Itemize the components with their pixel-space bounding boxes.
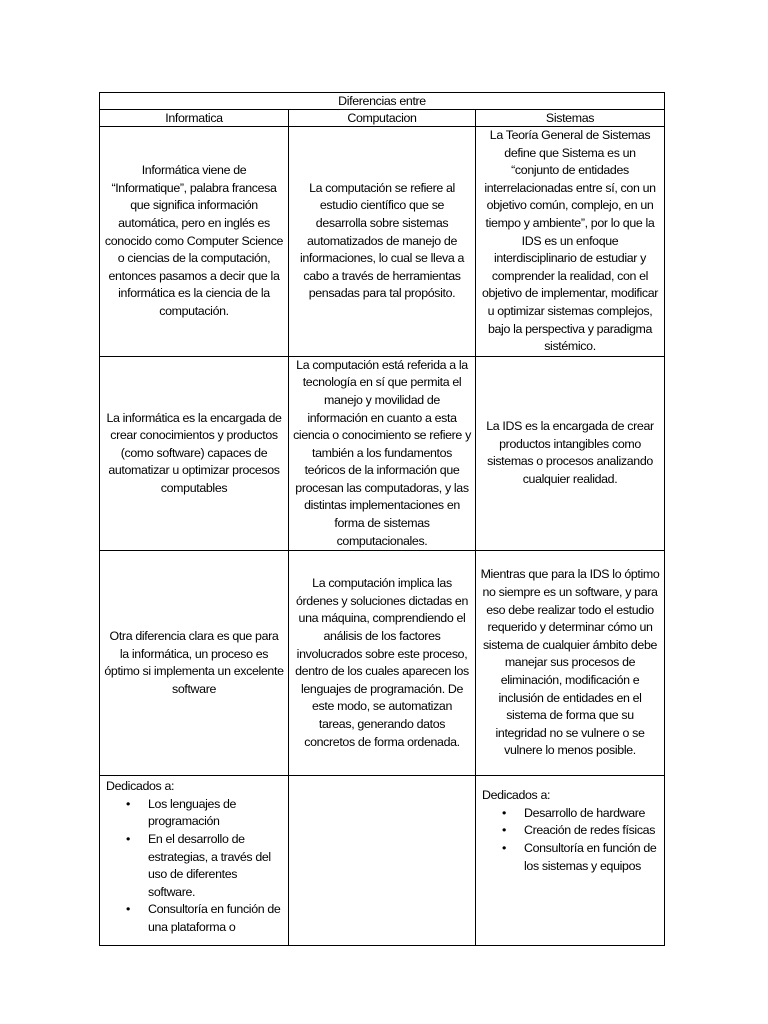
cell-sistemas: La IDS es la encargada de crear productos intangibles como sistemas o procesos analizando cualquier realidad. [476, 356, 665, 551]
list-item: • Los lenguajes de programación [148, 796, 284, 831]
dedicated-computacion [289, 776, 476, 946]
table-title-row [100, 93, 665, 110]
list-item: • Creación de redes físicas [524, 822, 660, 840]
list-item: • Consultoría en función de los sistemas y equipos [524, 840, 660, 875]
dedicated-row [100, 776, 665, 946]
table-title: Diferencias entre [100, 93, 665, 110]
dedicated-label: Dedicados a: [106, 779, 175, 794]
cell-informatica: Informática viene de “Informatique”, palabra francesa que significa información automática, pero en inglés es conocido como Computer Science o ciencias de la computación, entonces pasamos a decir que la informática es la ciencia de la computación. [100, 127, 289, 357]
cell-computacion: La computación está referida a la tecnología en sí que permita el manejo y movilidad de información en cuanto a esta ciencia o conocimiento se refiere y también a los fundamentos teóricos de la información que procesan las computadoras, y las distintas implementaciones en forma de sistemas computacionales. [289, 356, 476, 551]
header-computacion: Computacion [289, 110, 476, 127]
dedicated-label: Dedicados a: [482, 788, 551, 803]
cell-informatica: La informática es la encargada de crear conocimientos y productos (como software) capaces de automatizar u optimizar procesos computables [100, 356, 289, 551]
table-row [100, 551, 665, 776]
cell-computacion: La computación se refiere al estudio científico que se desarrolla sobre sistemas automatizados de manejo de informaciones, lo cual se lleva a cabo a través de herramientas pensadas para tal propósito. [289, 127, 476, 357]
list-item: • Consultoría en función de una plataforma o [148, 901, 284, 936]
dedicated-informatica [100, 776, 289, 946]
cell-sistemas: Mientras que para la IDS lo óptimo no siempre es un software, y para eso debe realizar todo el estudio requerido y determinar cómo un sistema de cualquier ámbito debe manejar sus procesos de eliminación, modificación e inclusión de entidades en el sistema de forma que su integridad no se vulnere o se vulnere lo menos posible. [476, 551, 665, 776]
cell-computacion: La computación implica las órdenes y soluciones dictadas en una máquina, comprendiendo el análisis de los factores involucrados sobre este proceso, dentro de los cuales aparecen los lenguajes de programación. De este modo, se automatizan tareas, generando datos concretos de forma ordenada. [289, 551, 476, 776]
table-row [100, 356, 665, 551]
dedicated-list [104, 796, 284, 937]
dedicated-list [480, 805, 660, 875]
cell-informatica: Otra diferencia clara es que para la informática, un proceso es óptimo si implementa un excelente software [100, 551, 289, 776]
list-item: • Desarrollo de hardware [524, 805, 660, 823]
list-item: • En el desarrollo de estrategias, a través del uso de diferentes software. [148, 831, 284, 901]
header-sistemas: Sistemas [476, 110, 665, 127]
dedicated-sistemas [476, 776, 665, 946]
table-header-row [100, 110, 665, 127]
cell-sistemas: La Teoría General de Sistemas define que Sistema es un “conjunto de entidades interrelacionadas entre sí, con un objetivo común, complejo, en un tiempo y ambiente”, por lo que la IDS es un enfoque interdisciplinario de estudiar y comprender la realidad, con el objetivo de implementar, modificar u optimizar sistemas complejos, bajo la perspectiva y paradigma sistémico. [476, 127, 665, 357]
table-row [100, 127, 665, 357]
header-informatica: Informatica [100, 110, 289, 127]
comparison-table [99, 92, 665, 946]
